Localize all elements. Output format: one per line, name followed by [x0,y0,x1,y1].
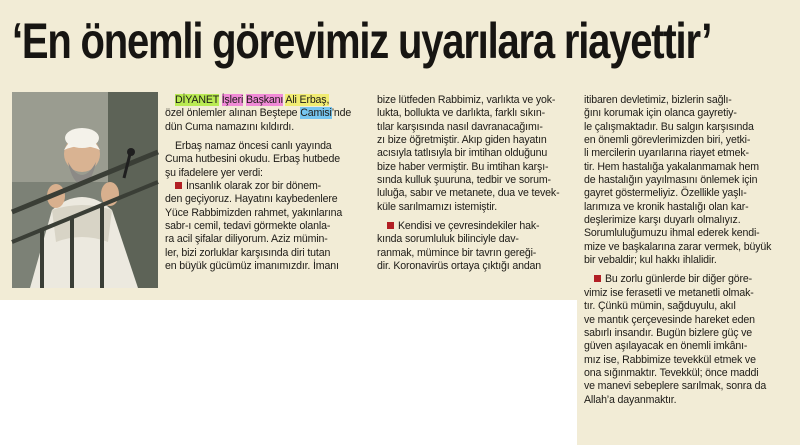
body-line: acısıyla tatlısıyla bir imtihan olduğunu [377,147,548,160]
body-line: bize lütfeden Rabbimiz, varlıkta ve yok- [377,94,556,106]
body-line: luluğa, sabır ve metanete, dua ve tevek- [377,187,560,200]
body-line [584,273,788,286]
body-line: zı bize öğretmiştir. Akıp giden hayatın [377,134,547,147]
body-line: ve mantık çerçevesinde hareket eden [584,313,755,326]
highlight-camisi: Camisi [300,107,332,120]
body-line: den geçiyoruz. Hayatını kaybedenlere [165,193,338,206]
body-text: Kendisi ve çevresindekiler hak- [398,220,540,233]
article-photo [12,92,158,369]
body-line: en büyük gücümüz imanımızdır. İmanı [165,260,339,273]
body-line: tir. Hem hastalığa yakalanmamak hem [584,160,759,173]
body-line: ra acil şifalar diliyorum. Aziz mümin- [165,233,328,246]
body-line: mız ise, Rabbimize tevekkül etmek ve [584,353,756,366]
body-line: li mercilerin uyarılarına riayet etmek- [584,147,749,160]
body-text: Bu zorlu günlerde bir diğer göre- [605,273,752,286]
headline: ‘En önemli görevimiz uyarılara riayettir’ [12,13,712,69]
body-line: kında sorumluluk bilinciyle dav- [377,233,519,246]
article-column-1 [165,94,365,273]
body-line: vimiz ise ferasetli ve metanetli olmak- [584,286,754,299]
body-line: itibaren devletimiz, bizlerin sağlı- [584,94,732,106]
body-line: Yüce Rabbimizden rahmet, yakınlarına [165,206,343,219]
lead-line-3: dün Cuma namazını kıldırdı. [165,120,295,133]
body-line: mize ve başkalarına zarar vermek, büyük [584,240,772,253]
lead-text: özel önlemler alınan Beştepe [165,107,298,120]
paragraph-bullet [387,222,394,229]
body-line [377,220,573,233]
photo-illustration [12,92,158,288]
body-line: sabırlı insandır. Bugün bizlere güç ve [584,326,753,339]
lead-line-2 [165,107,365,120]
body-line: larımıza ve kronik hastalığı olan kar- [584,200,749,213]
body-line: Sorumluluğumuzu ihmal ederek kendi- [584,227,760,240]
body-line: ona sığınmaktır. Tevekkül; önce maddi [584,366,759,379]
body-line: deşlerimize karşı duyarlı olmalıyız. [584,214,741,227]
highlight-isleri: İşleri [221,94,244,106]
body-line: bir vebaldir; kul hakkı ihlalidir. [584,254,717,267]
article-column-3 [584,94,788,407]
body-line: tılar karşısında nasıl davranacağımı- [377,120,543,133]
body-line: bize haber vermiştir. Bu imtihan karşı- [377,160,549,173]
photo-caption: Ali Erbaş [26,358,70,369]
body-line: gayret göstermeliyiz. Özellikle yaşlı- [584,187,747,200]
body-line: tır. Çünkü mümin, sağduyulu, akıl [584,300,736,313]
lead-suffix: ’nde [331,107,352,120]
body-line: küle sarılmamızı istemiştir. [377,200,498,213]
highlight-ali-erbas: Ali Erbaş, [285,94,330,106]
paragraph-bullet [175,182,182,189]
body-line: ve manevi sebeplere sarılmak, sonra da [584,380,767,393]
body-line: sında kulluk şuuruna, tedbir ve sorum- [377,174,551,187]
body-line: güven aşılayacak en önemli imkânı- [584,340,748,353]
body-line: Cuma hutbesini okudu. Erbaş hutbede [165,153,340,166]
body-line: Erbaş namaz öncesi canlı yayında [175,140,332,153]
highlight-diyanet: DİYANET [175,94,219,106]
body-line: ğını korumak için olanca gayretiy- [584,107,737,120]
body-line [165,180,365,193]
article-column-2 [377,94,573,273]
body-line: en önemli görevlerimizden biri, yetki- [584,134,751,147]
highlight-baskani: Başkanı [245,94,284,106]
body-line: dir. Koronavirüs ortaya çıktığı andan [377,260,542,273]
body-line: sabr-ı cemil, tedavi görmekte olanla- [165,220,331,233]
body-line: de hastalığın yayılmasını önlemek için [584,174,758,187]
body-line: ranmak, mümince bir tavrın gereği- [377,246,537,259]
body-line: ler, bizi zorluklar karşısında diri tutan [165,246,331,259]
paragraph-bullet [594,275,601,282]
lead-line-1 [165,94,365,107]
body-text: İnsanlık olarak zor bir dönem- [186,180,322,193]
body-line: Allah’a dayanmaktır. [584,393,677,406]
body-line: lukta, bollukta ve darlıkta, farklı sıkın- [377,107,545,120]
body-line: şu ifadelere yer verdi: [165,166,263,179]
body-line: le çalışmaktadır. Bu salgın karşısında [584,120,754,133]
